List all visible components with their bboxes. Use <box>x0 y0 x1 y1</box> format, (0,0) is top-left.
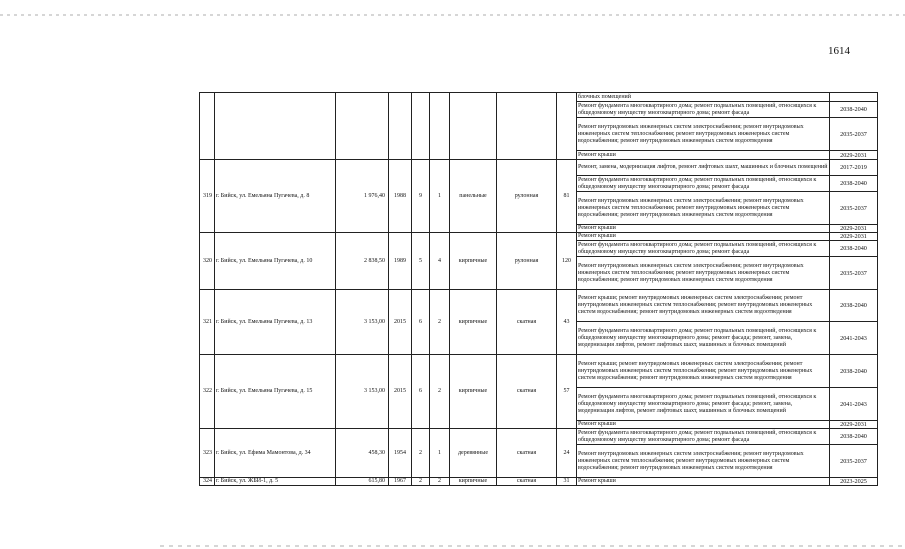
work-description: Ремонт фундамента многоквартирного дома; ремонт подвальных помещений, относящихся к общедомовому имуществу многоквартирного дома; ремонт фасада <box>577 241 830 257</box>
work-description: Ремонт крыши <box>577 421 830 429</box>
work-description: Ремонт внутридомовых инженерных систем электроснабжения; ремонт внутридомовых инженерных систем теплоснабжения; ремонт внутридомовых инженерных систем водоснабжения; ремонт внутридомовых инженерных систем водоотведения <box>577 118 830 151</box>
area: 1 976,40 <box>336 160 389 233</box>
table-row <box>200 233 878 241</box>
floors: 2 <box>412 429 430 478</box>
address: г. Бийск, ул. Емельяна Пугачева, д. 10 <box>215 233 336 290</box>
apartments: 24 <box>557 429 577 478</box>
area: 458,30 <box>336 429 389 478</box>
floors: 2 <box>412 478 430 486</box>
row-number: 324 <box>200 478 215 486</box>
work-years: 2035-2037 <box>830 118 878 151</box>
apartments: 43 <box>557 290 577 355</box>
work-years: 2029-2031 <box>830 151 878 160</box>
table-row <box>200 478 878 486</box>
roof-type: рулонная <box>497 160 557 233</box>
entrances: 1 <box>430 160 450 233</box>
row-number: 321 <box>200 290 215 355</box>
work-years: 2035-2037 <box>830 192 878 225</box>
area: 3 153,00 <box>336 290 389 355</box>
address: г. Бийск, ул. Емельяна Пугачева, д. 15 <box>215 355 336 429</box>
apartments: 81 <box>557 160 577 233</box>
work-description: Ремонт фундамента многоквартирного дома; ремонт подвальных помещений, относящихся к общедомовому имуществу многоквартирного дома; ремонт фасада <box>577 176 830 192</box>
work-description: Ремонт фундамента многоквартирного дома; ремонт подвальных помещений, относящихся к общедомовому имуществу многоквартирного дома; ремонт фасада; ремонт, замена, модернизация лифтов, ремонт лифтовых шахт, машинных и блочных помещений <box>577 388 830 421</box>
row-number: 320 <box>200 233 215 290</box>
work-years: 2035-2037 <box>830 445 878 478</box>
continuation-row <box>200 93 878 102</box>
work-description: Ремонт фундамента многоквартирного дома; ремонт подвальных помещений, относящихся к общедомовому имуществу многоквартирного дома; ремонт фасада <box>577 102 830 118</box>
work-description: Ремонт, замена, модернизация лифтов, ремонт лифтовых шахт, машинных и блочных помещений <box>577 160 830 176</box>
floors: 6 <box>412 355 430 429</box>
work-description: Ремонт фундамента многоквартирного дома; ремонт подвальных помещений, относящихся к общедомовому имуществу многоквартирного дома; ремонт фасада; ремонт, замена, модернизация лифтов, ремонт лифтовых шахт, машинных и блочных помещений <box>577 322 830 355</box>
work-description: Ремонт крыши <box>577 151 830 160</box>
table-row <box>200 290 878 322</box>
table-body <box>200 93 878 486</box>
empty-cell <box>450 93 497 160</box>
year-built: 1989 <box>389 233 412 290</box>
address: г. Бийск, ул. Емельяна Пугачева, д. 13 <box>215 290 336 355</box>
work-years: 2029-2031 <box>830 225 878 233</box>
work-description: Ремонт внутридомовых инженерных систем электроснабжения; ремонт внутридомовых инженерных систем теплоснабжения; ремонт внутридомовых инженерных систем водоснабжения; ремонт внутридомовых инженерных систем водоотведения <box>577 192 830 225</box>
work-years: 2038-2040 <box>830 290 878 322</box>
entrances: 2 <box>430 355 450 429</box>
wall-material: панельные <box>450 160 497 233</box>
work-years: 2038-2040 <box>830 102 878 118</box>
empty-cell <box>412 93 430 160</box>
work-years: 2038-2040 <box>830 355 878 388</box>
wall-material: деревянные <box>450 429 497 478</box>
work-years: 2041-2043 <box>830 322 878 355</box>
work-years: 2038-2040 <box>830 241 878 257</box>
year-built: 1988 <box>389 160 412 233</box>
work-years: 2029-2031 <box>830 421 878 429</box>
row-number: 319 <box>200 160 215 233</box>
table-row <box>200 160 878 176</box>
area: 3 153,00 <box>336 355 389 429</box>
address: г. Бийск, ул. ЖБИ-1, д. 5 <box>215 478 336 486</box>
year-built: 1967 <box>389 478 412 486</box>
year-built: 2015 <box>389 355 412 429</box>
wall-material: кирпичные <box>450 478 497 486</box>
entrances: 2 <box>430 290 450 355</box>
work-years: 2038-2040 <box>830 176 878 192</box>
roof-type: скатная <box>497 429 557 478</box>
work-years: 2035-2037 <box>830 257 878 290</box>
apartments: 120 <box>557 233 577 290</box>
roof-type: скатная <box>497 290 557 355</box>
work-description: блочных помещений <box>577 93 830 102</box>
empty-cell <box>557 93 577 160</box>
empty-cell <box>200 93 215 160</box>
row-number: 323 <box>200 429 215 478</box>
work-description: Ремонт внутридомовых инженерных систем электроснабжения; ремонт внутридомовых инженерных систем теплоснабжения; ремонт внутридомовых инженерных систем водоснабжения; ремонт внутридомовых инженерных систем водоотведения <box>577 257 830 290</box>
apartments: 57 <box>557 355 577 429</box>
scan-edge-top <box>0 14 905 16</box>
work-description: Ремонт крыши <box>577 225 830 233</box>
work-years: 2029-2031 <box>830 233 878 241</box>
area: 615,80 <box>336 478 389 486</box>
empty-cell <box>389 93 412 160</box>
wall-material: кирпичные <box>450 233 497 290</box>
entrances: 4 <box>430 233 450 290</box>
page-number: 1614 <box>828 45 850 57</box>
apartments: 31 <box>557 478 577 486</box>
wall-material: кирпичные <box>450 290 497 355</box>
work-years <box>830 93 878 102</box>
work-description: Ремонт фундамента многоквартирного дома; ремонт подвальных помещений, относящихся к общедомовому имуществу многоквартирного дома; ремонт фасада <box>577 429 830 445</box>
work-description: Ремонт крыши <box>577 233 830 241</box>
row-number: 322 <box>200 355 215 429</box>
floors: 5 <box>412 233 430 290</box>
address: г. Бийск, ул. Емельяна Пугачева, д. 8 <box>215 160 336 233</box>
roof-type: скатная <box>497 355 557 429</box>
roof-type: скатная <box>497 478 557 486</box>
empty-cell <box>215 93 336 160</box>
work-description: Ремонт внутридомовых инженерных систем электроснабжения; ремонт внутридомовых инженерных систем теплоснабжения; ремонт внутридомовых инженерных систем водоснабжения; ремонт внутридомовых инженерных систем водоотведения <box>577 445 830 478</box>
table-row <box>200 355 878 388</box>
address: г. Бийск, ул. Ефима Мамонтова, д. 34 <box>215 429 336 478</box>
work-years: 2017-2019 <box>830 160 878 176</box>
empty-cell <box>336 93 389 160</box>
empty-cell <box>497 93 557 160</box>
area: 2 838,50 <box>336 233 389 290</box>
year-built: 1954 <box>389 429 412 478</box>
work-description: Ремонт крыши <box>577 478 830 486</box>
work-years: 2038-2040 <box>830 429 878 445</box>
work-description: Ремонт крыши; ремонт внутридомовых инженерных систем электроснабжения; ремонт внутридомовых инженерных систем теплоснабжения; ремонт внутридомовых инженерных систем водоснабжения; ремонт внутридомовых инженерных систем водоотведения <box>577 290 830 322</box>
floors: 9 <box>412 160 430 233</box>
roof-type: рулонная <box>497 233 557 290</box>
scan-edge-bottom <box>160 545 905 547</box>
floors: 6 <box>412 290 430 355</box>
table-row <box>200 429 878 445</box>
empty-cell <box>430 93 450 160</box>
work-years: 2041-2043 <box>830 388 878 421</box>
entrances: 1 <box>430 429 450 478</box>
capital-repair-table <box>199 92 878 486</box>
work-years: 2023-2025 <box>830 478 878 486</box>
year-built: 2015 <box>389 290 412 355</box>
wall-material: кирпичные <box>450 355 497 429</box>
work-description: Ремонт крыши; ремонт внутридомовых инженерных систем электроснабжения; ремонт внутридомовых инженерных систем теплоснабжения; ремонт внутридомовых инженерных систем водоснабжения; ремонт внутридомовых инженерных систем водоотведения <box>577 355 830 388</box>
entrances: 2 <box>430 478 450 486</box>
